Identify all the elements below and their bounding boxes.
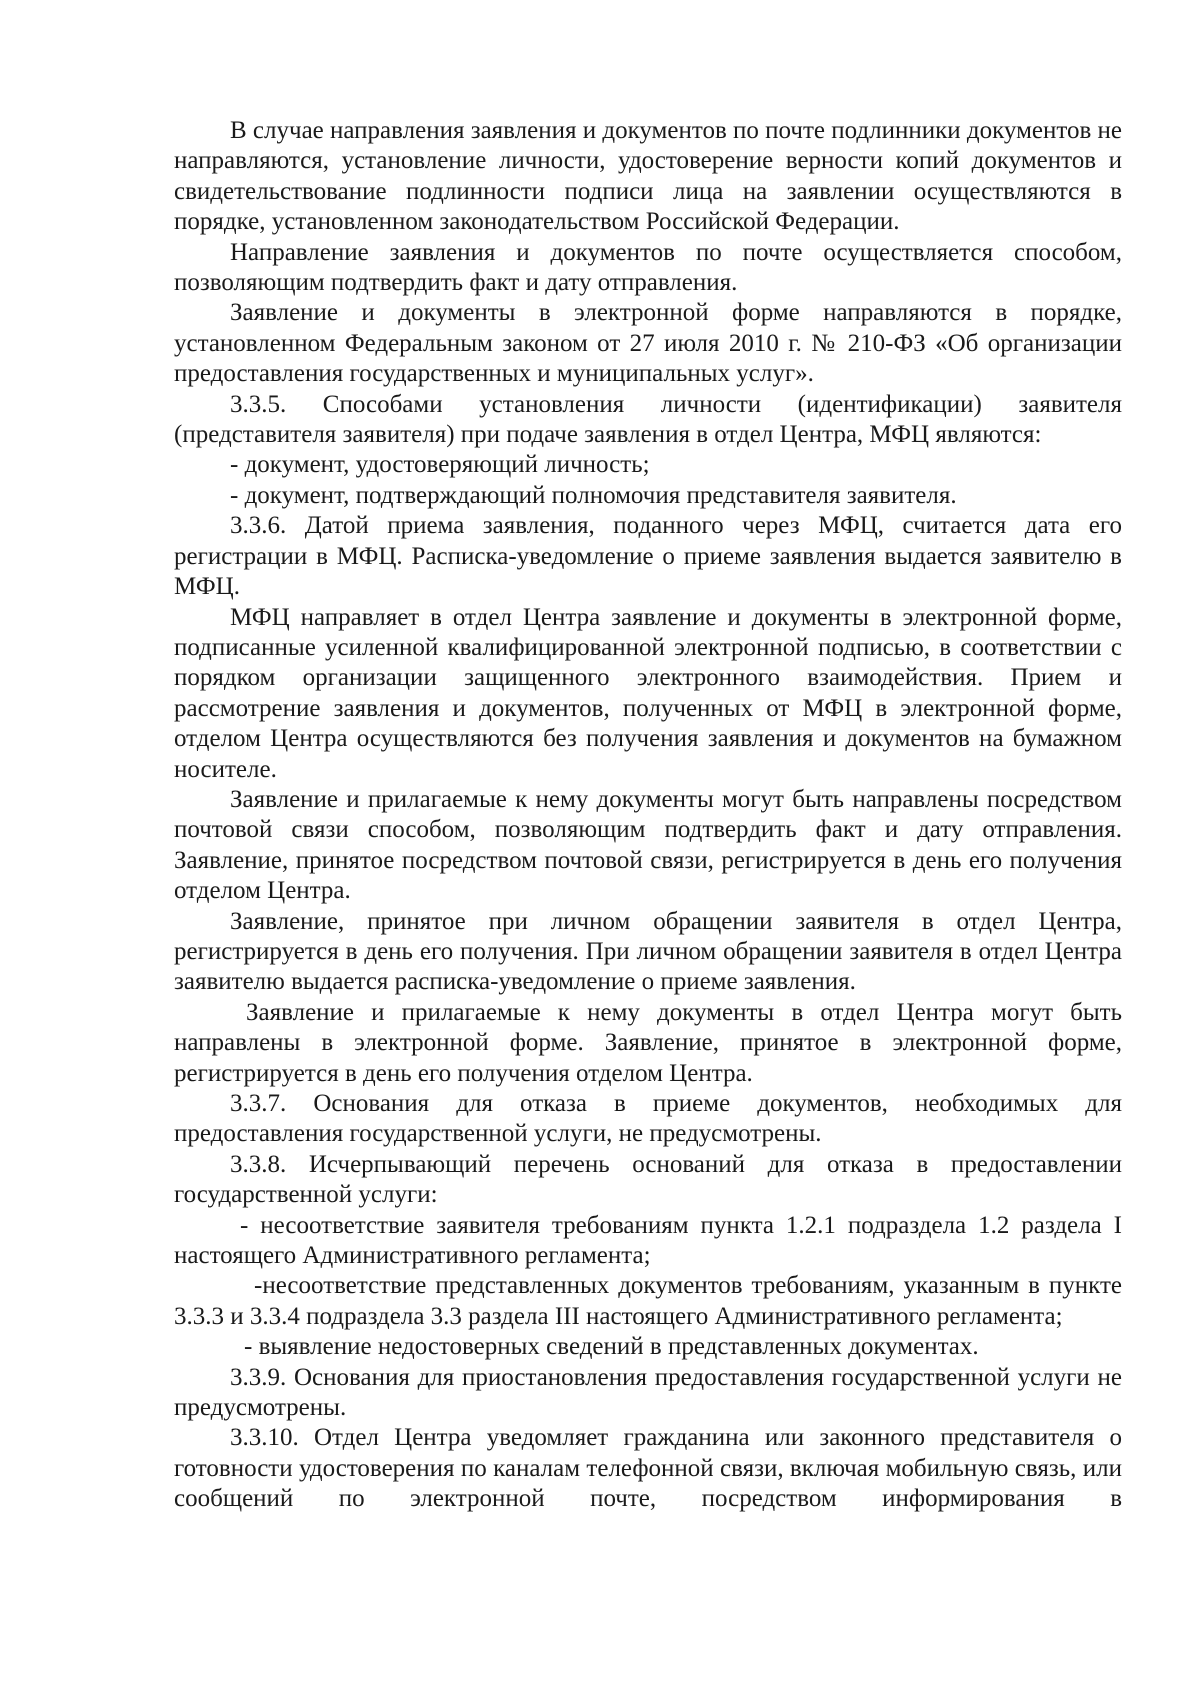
paragraph-3-3-6: 3.3.6. Датой приема заявления, поданного через МФЦ, считается дата его регистрации в МФЦ. Расписка-уведомление о приеме заявления выдается заявителю в МФЦ. <box>174 512 1122 601</box>
paragraph-3-3-5: 3.3.5. Способами установления личности (идентификации) заявителя (представителя заявителя) при подаче заявления в отдел Центра, МФЦ являются: <box>174 390 1122 449</box>
paragraph-mail-submission: В случае направления заявления и документов по почте подлинники документов не направляются, установление личности, удостоверение верности копий документов и свидетельствование подлинности подписи лица на заявлении осуществляются в порядке, установленном законодательством Российской Федерации. <box>174 117 1122 236</box>
document-body <box>174 116 1122 1515</box>
list-item-applicant-mismatch: - несоответствие заявителя требованиям пункта 1.2.1 подраздела 1.2 раздела I настоящего Административного регламента; <box>174 1211 1122 1270</box>
list-item-identity-document: - документ, удостоверяющий личность; <box>230 451 650 479</box>
paragraph-3-3-7: 3.3.7. Основания для отказа в приеме документов, необходимых для предоставления государственной услуги, не предусмотрены. <box>174 1090 1122 1148</box>
paragraph-electronic-submission: Заявление и документы в электронной форме направляются в порядке, установленном Федеральным законом от 27 июля 2010 г. № 210-ФЗ «Об организации предоставления государственных и муниципальных услуг». <box>174 299 1122 388</box>
paragraph-personal-submission: Заявление, принятое при личном обращении заявителя в отдел Центра, регистрируется в день его получения. При личном обращении заявителя в отдел Центра заявителю выдается расписка-уведомление о приеме заявления. <box>174 907 1122 996</box>
paragraph-3-3-9: 3.3.9. Основания для приостановления предоставления государственной услуги не предусмотрены. <box>174 1363 1122 1422</box>
list-item-documents-mismatch: -несоответствие представленных документов требованиям, указанным в пункте 3.3.3 и 3.3.4 подраздела 3.3 раздела III настоящего Административного регламента; <box>174 1272 1122 1330</box>
paragraph-electronic-registration: Заявление и прилагаемые к нему документы в отдел Центра могут быть направлены в электронной форме. Заявление, принятое в электронной форме, регистрируется в день его получения отделом Центра. <box>174 998 1122 1087</box>
paragraph-postal-submission: Заявление и прилагаемые к нему документы могут быть направлены посредством почтовой связи способом, позволяющим подтвердить факт и дату отправления. Заявление, принятое посредством почтовой связи, регистрируется в день его получения отделом Центра. <box>174 785 1122 905</box>
paragraph-mfc-forwarding: МФЦ направляет в отдел Центра заявление и документы в электронной форме, подписанные усиленной квалифицированной электронной подписью, в соответствии с порядком организации защищенного электронного взаимодействия. Прием и рассмотрение заявления и документов, полученных от МФЦ в электронной форме, отделом Центра осуществляются без получения заявления и документов на бумажном носителе. <box>174 603 1122 783</box>
list-item-false-information: - выявление недостоверных сведений в представленных документах. <box>244 1333 979 1361</box>
paragraph-3-3-8: 3.3.8. Исчерпывающий перечень оснований для отказа в предоставлении государственной услуги: <box>174 1150 1122 1209</box>
paragraph-3-3-10: 3.3.10. Отдел Центра уведомляет гражданина или законного представителя о готовности удостоверения по каналам телефонной связи, включая мобильную связь, или сообщений по электронной почте, посредством информирования в <box>174 1424 1122 1513</box>
list-item-authority-document: - документ, подтверждающий полномочия представителя заявителя. <box>230 481 957 509</box>
paragraph-mail-method: Направление заявления и документов по почте осуществляется способом, позволяющим подтвердить факт и дату отправления. <box>174 238 1122 297</box>
